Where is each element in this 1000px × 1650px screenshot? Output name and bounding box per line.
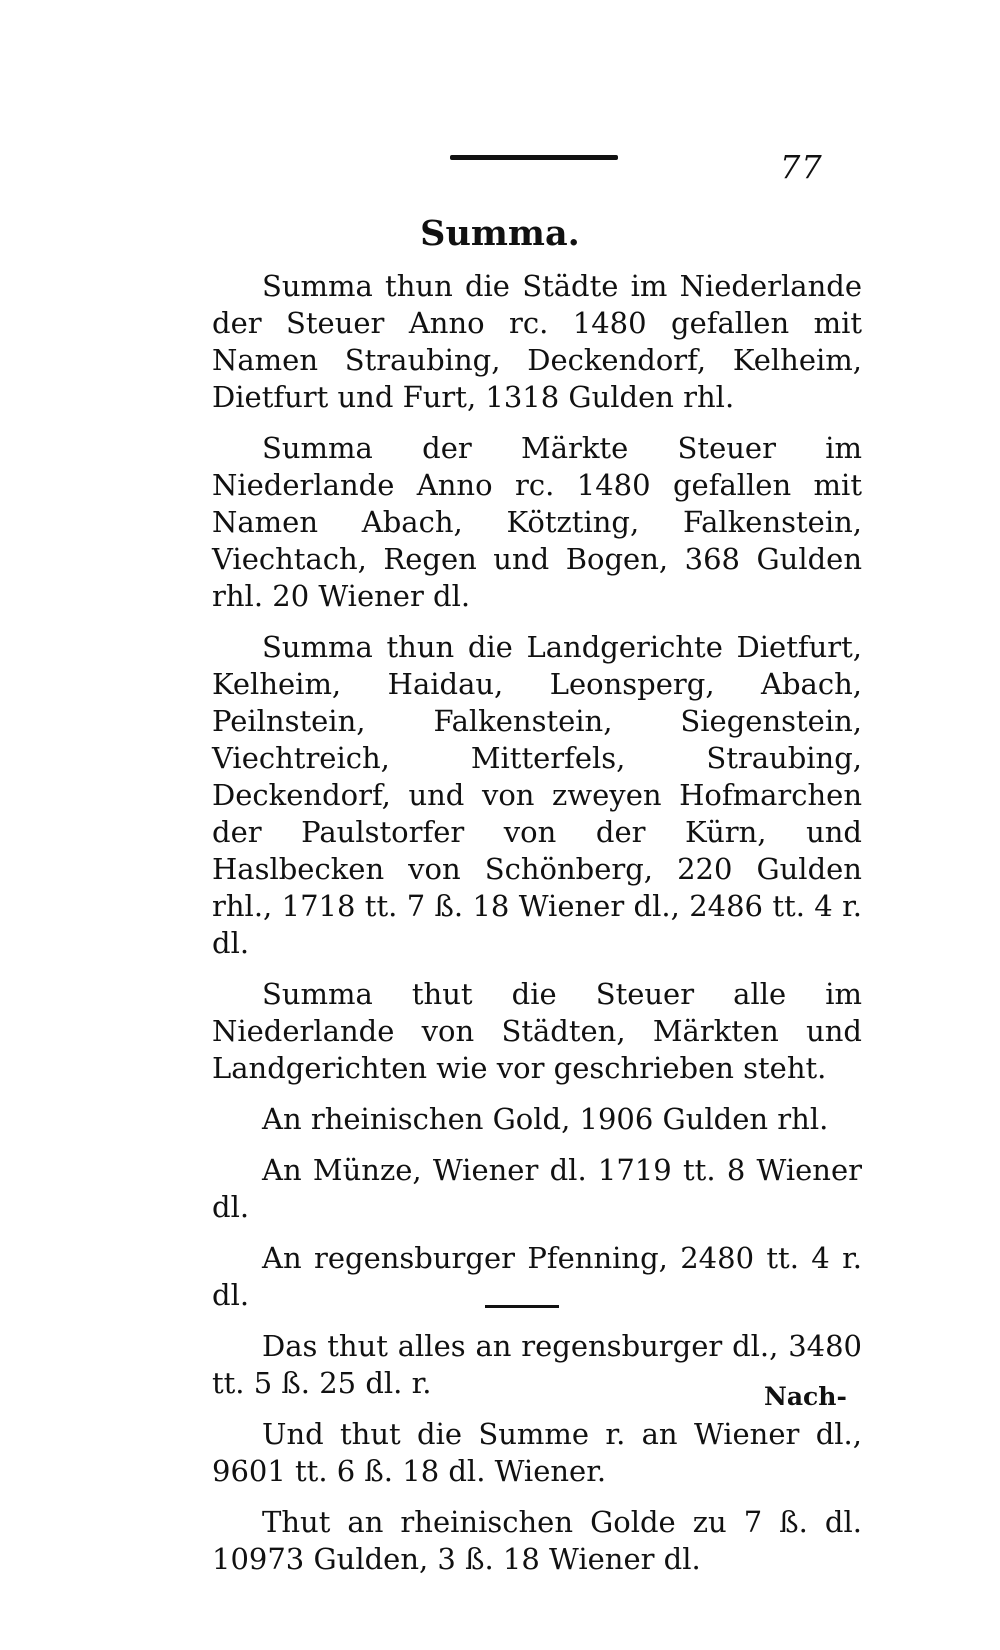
page-number: 77 bbox=[780, 148, 823, 186]
header-rule bbox=[450, 155, 618, 160]
paragraph-landgerichte: Summa thun die Landgerichte Dietfurt, Kelheim, Haidau, Leonsperg, Abach, Peilnstein, Falkenstein, Siegenstein, Viechtreich, Mitterfels, Straubing, Deckendorf, und von zweyen Hofmarchen der Paulstorfer von der Kürn, und Haslbecken von Schönberg, 220 Gulden rhl., 1718 tt. 7 ß. 18 Wiener dl., 2486 tt. 4 r. dl. bbox=[212, 630, 862, 960]
catchword: Nach- bbox=[764, 1382, 847, 1411]
line-regensburger-pfenning: An regensburger Pfenning, 2480 tt. 4 r. dl. bbox=[212, 1241, 862, 1312]
paragraph-wiener-total: Und thut die Summe r. an Wiener dl., 9601 tt. 6 ß. 18 dl. Wiener. bbox=[212, 1417, 862, 1488]
line-rheinisch-gold: An rheinischen Gold, 1906 Gulden rhl. bbox=[262, 1102, 829, 1136]
paragraph-staedte: Summa thun die Städte im Niederlande der Steuer Anno rc. 1480 gefallen mit Namen Straubing, Deckendorf, Kelheim, Dietfurt und Furt, 1318 Gulden rhl. bbox=[212, 269, 862, 414]
section-heading: Summa. bbox=[420, 213, 580, 254]
paragraph-gold-total: Thut an rheinischen Golde zu 7 ß. dl. 10973 Gulden, 3 ß. 18 Wiener dl. bbox=[212, 1505, 862, 1576]
line-muenze: An Münze, Wiener dl. 1719 tt. 8 Wiener dl. bbox=[212, 1153, 862, 1224]
paragraph-regensburger-total: Das thut alles an regensburger dl., 3480 tt. 5 ß. 25 dl. r. bbox=[212, 1329, 862, 1400]
closing-rule bbox=[485, 1305, 559, 1308]
paragraph-summary: Summa thut die Steuer alle im Niederlande von Städten, Märkten und Landgerichten wie vor geschrieben steht. bbox=[212, 977, 862, 1085]
paragraph-maerkte: Summa der Märkte Steuer im Niederlande Anno rc. 1480 gefallen mit Namen Abach, Kötzting, Falkenstein, Viechtach, Regen und Bogen, 368 Gulden rhl. 20 Wiener dl. bbox=[212, 431, 862, 613]
